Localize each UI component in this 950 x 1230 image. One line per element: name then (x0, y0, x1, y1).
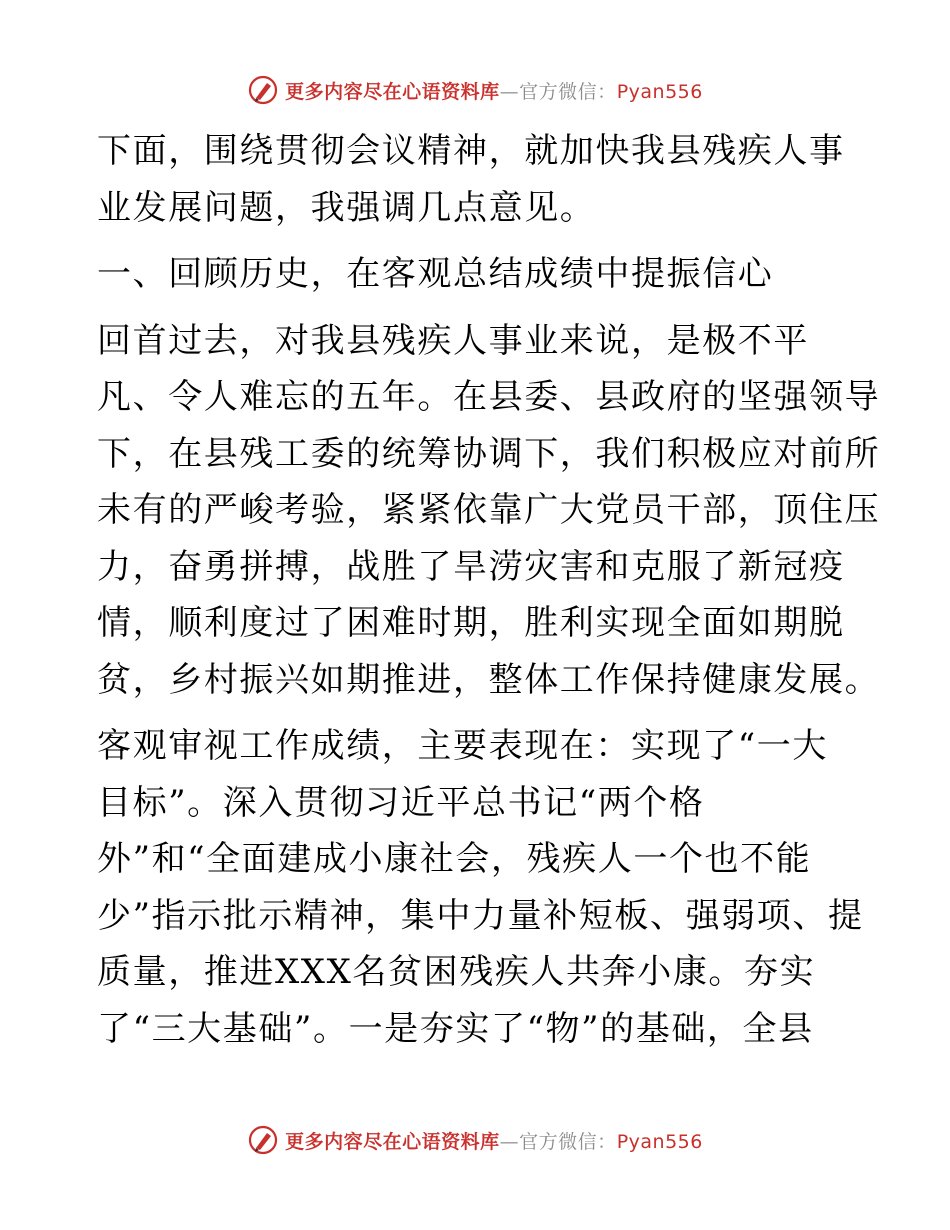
paragraph-2 (97, 313, 881, 709)
footer-watermark-banner (0, 1120, 950, 1160)
text-line: 力，奋勇拼搏，战胜了旱涝灾害和克服了新冠疫 (97, 546, 845, 587)
watermark-site-name: 更多内容尽在心语资料库 (285, 1130, 500, 1153)
text-line: 外”和“全面建成小康社会，残疾人一个也不能 (97, 839, 812, 879)
text-line: 回首过去，对我县残疾人事业来说，是极不平 (97, 320, 809, 361)
watermark-official-label: 官方微信： (519, 80, 617, 103)
watermark-text (285, 77, 703, 104)
header-watermark-banner (0, 70, 950, 110)
document-body (97, 123, 881, 1057)
paragraph-3 (97, 718, 864, 1057)
text-line: 少”指示批示精神，集中力量补短板、强弱项、提 (97, 895, 864, 936)
watermark-wechat-id: Pyan556 (616, 1130, 703, 1153)
paragraph-1 (97, 123, 857, 236)
text-line: 了“三大基础”。一是夯实了“物”的基础，全县 (97, 1008, 814, 1049)
pen-logo-icon (247, 1124, 279, 1156)
watermark-official-label: 官方微信： (519, 1130, 617, 1153)
text-line: 质量，推进XXX名贫困残疾人共奔小康。夯实 (97, 952, 816, 992)
watermark-text (285, 1127, 703, 1154)
text-line: 未有的严峻考验，紧紧依靠广大党员干部，顶住压 (97, 490, 881, 530)
text-line: 贫，乡村振兴如期推进，整体工作保持健康发展。 (97, 659, 881, 700)
watermark-wechat-id: Pyan556 (616, 80, 703, 103)
heading-line: 一、回顾历史，在客观总结成绩中提振信心 (97, 254, 774, 294)
pen-logo-icon (247, 74, 279, 106)
text-line: 客观审视工作成绩，主要表现在：实现了“一大 (97, 726, 828, 766)
watermark-site-name: 更多内容尽在心语资料库 (285, 80, 500, 103)
text-line: 目标”。深入贯彻习近平总书记“两个格 (97, 782, 705, 823)
watermark-dash: — (499, 80, 520, 103)
section-heading-1 (97, 246, 857, 303)
text-line: 下面，围绕贯彻会议精神，就加快我县残疾人事 (97, 131, 845, 171)
text-line: 下，在县残工委的统筹协调下，我们积极应对前所 (97, 433, 881, 474)
text-line: 业发展问题，我强调几点意见。 (97, 187, 596, 228)
text-line: 情，顺利度过了困难时期，胜利实现全面如期脱 (97, 603, 845, 643)
watermark-dash: — (499, 1130, 520, 1153)
text-line: 凡、令人难忘的五年。在县委、县政府的坚强领导 (97, 377, 881, 417)
